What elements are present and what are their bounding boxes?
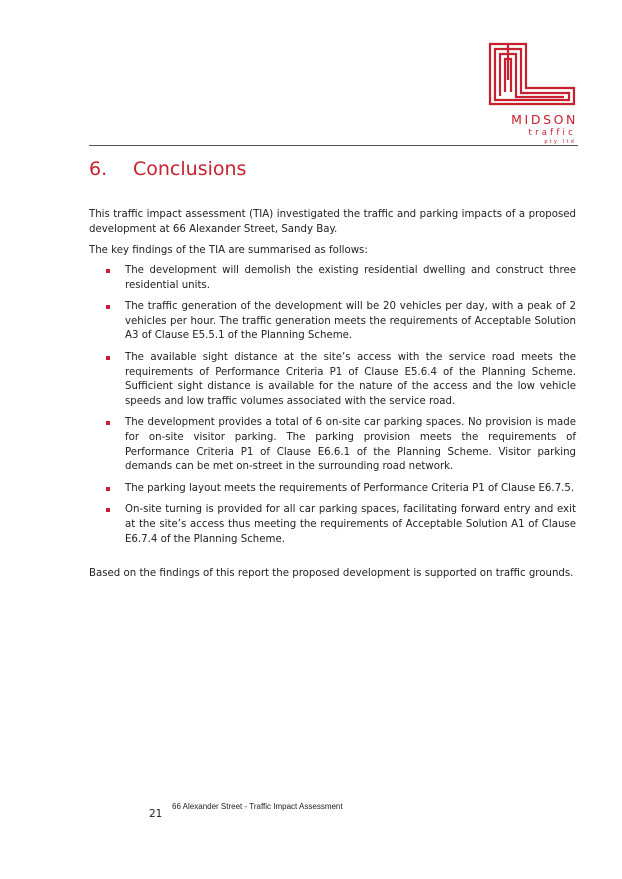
bullet-icon xyxy=(106,508,110,512)
list-item xyxy=(89,416,576,474)
list-item xyxy=(89,264,576,293)
page-number: 21 xyxy=(149,808,163,820)
bullet-icon xyxy=(106,305,110,309)
midson-logo xyxy=(486,40,578,148)
bullet-icon xyxy=(106,487,110,491)
list-item xyxy=(89,503,576,547)
finding-text: On-site turning is provided for all car parking spaces, facilitating forward entry and exit at the site’s access thus meeting the requirements of Acceptable Solution A1 of Clause E6.7.4 of the Planning Scheme. xyxy=(125,504,576,545)
finding-text: The development provides a total of 6 on-site car parking spaces. No provision is made for on-site visitor parking. The parking provision meets the requirements of Performance Criteria P1 of Clause E6.6.1 of the Planning Scheme. Visitor parking demands can be met on-street in the surrounding road network. xyxy=(125,417,576,473)
intro-paragraph: This traffic impact assessment (TIA) investigated the traffic and parking impacts of a proposed development at 66 Alexander Street, Sandy Bay. xyxy=(89,209,576,235)
bullet-icon xyxy=(106,421,110,425)
finding-text: The parking layout meets the requirements of Performance Criteria P1 of Clause E6.7.5. xyxy=(125,482,575,494)
finding-text: The traffic generation of the development will be 20 vehicles per day, with a peak of 2 vehicles per hour. The traffic generation meets the requirements of Acceptable Solution A3 of Clause E5.5.1 of the Planning Scheme. xyxy=(125,301,576,342)
header-divider xyxy=(89,145,578,146)
logo-subtitle: traffic xyxy=(528,128,576,138)
logo-wordmark: MIDSON xyxy=(511,112,578,127)
lead-paragraph: The key findings of the TIA are summarised as follows: xyxy=(89,245,368,256)
section-title: Conclusions xyxy=(133,158,247,180)
logo-company-suffix: pty ltd xyxy=(544,139,576,145)
footer-title: 66 Alexander Street - Traffic Impact Assessment xyxy=(172,802,343,811)
midson-logo-mark-icon xyxy=(486,40,578,108)
bullet-icon xyxy=(106,356,110,360)
list-item xyxy=(89,300,576,344)
finding-text: The available sight distance at the site’s access with the service road meets the requirements of Performance Criteria P1 of Clause E5.6.4 of the Planning Scheme. Sufficient sight distance is available for the nature of the access and the low vehicle speeds and low traffic volumes associated with the service road. xyxy=(125,351,576,407)
section-number: 6. xyxy=(89,158,108,180)
list-item xyxy=(89,482,576,497)
findings-list xyxy=(89,264,576,554)
conclusion-paragraph: Based on the findings of this report the proposed development is supported on traffic grounds. xyxy=(89,568,574,579)
section-heading xyxy=(89,158,246,180)
bullet-icon xyxy=(106,269,110,273)
list-item xyxy=(89,351,576,409)
finding-text: The development will demolish the existing residential dwelling and construct three residential units. xyxy=(125,265,576,291)
